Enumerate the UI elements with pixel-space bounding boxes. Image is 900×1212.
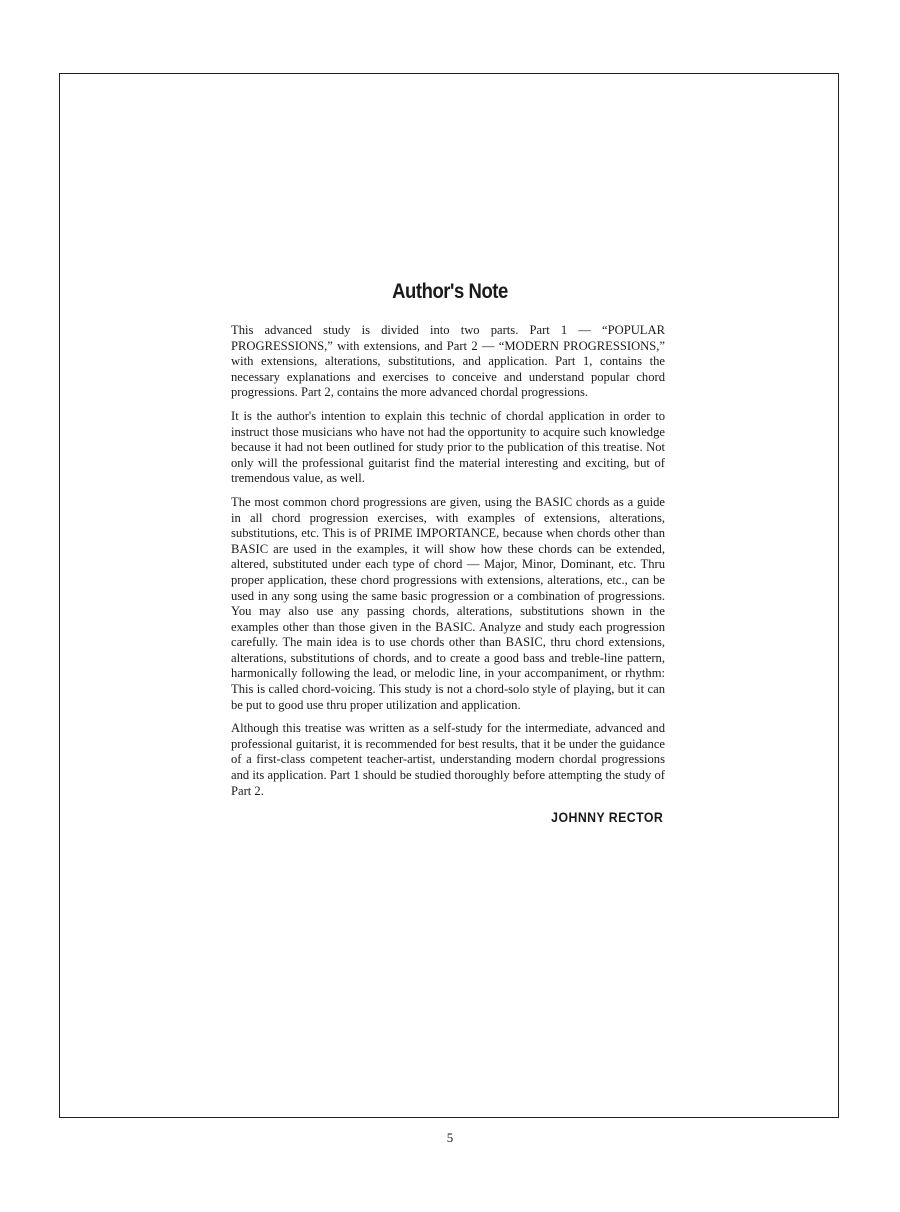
paragraph-progressions: The most common chord progressions are given, using the BASIC chords as a guide in all chord progression exercises, with examples of extensions, alterations, substitutions, etc. This is of PRIME IMPORTANCE, because when chords other than BASIC are used in the examples, it will show how these chords can be extended, altered, substituted under each type of chord — Major, Minor, Dominant, etc. Thru proper application, these chord progressions with extensions, alterations, etc., can be used in any song using the same basic progression or a combination of progressions. You may also use any passing chords, alterations, substitutions shown in the examples other than those given in the BASIC. Analyze and study each progression carefully. The main idea is to use chords other than BASIC, thru chord extensions, alterations, substitutions of chords, and to create a good bass and treble-line pattern, harmonically following the lead, or melodic line, in your accompaniment, or rhythm: This is called chord-voicing. This study is not a chord-solo style of playing, but it can be put to good use thru proper utilization and application.	[231, 494, 665, 712]
page-title: Author's Note	[392, 280, 508, 303]
paragraph-intention: It is the author's intention to explain this technic of chordal application in order to instruct those musicians who have not had the opportunity to acquire such knowledge because it had not been outlined for study prior to the publication of this treatise. Not only will the professional guitarist find the material interesting and exciting, but of tremendous value, as well.	[231, 408, 665, 486]
paragraph-intro: This advanced study is divided into two parts. Part 1 — “POPULAR PROGRESSIONS,” with extensions, and Part 2 — “MODERN PROGRESSIONS,” with extensions, alterations, substitutions, and application. Part 1, contains the necessary explanations and exercises to conceive and understand popular chord progressions. Part 2, contains the more advanced chordal progressions.	[231, 323, 665, 400]
paragraph-recommendation: Although this treatise was written as a self-study for the intermediate, advanced and professional guitarist, it is recommended for best results, that it be under the guidance of a first-class competent teacher-artist, understanding modern chordal progressions and its application. Part 1 should be studied thoroughly before attempting the study of Part 2.	[231, 721, 665, 798]
page-number: 5	[446, 1130, 454, 1145]
note-body	[231, 323, 665, 825]
author-signature: JOHNNY RECTOR	[551, 809, 664, 826]
